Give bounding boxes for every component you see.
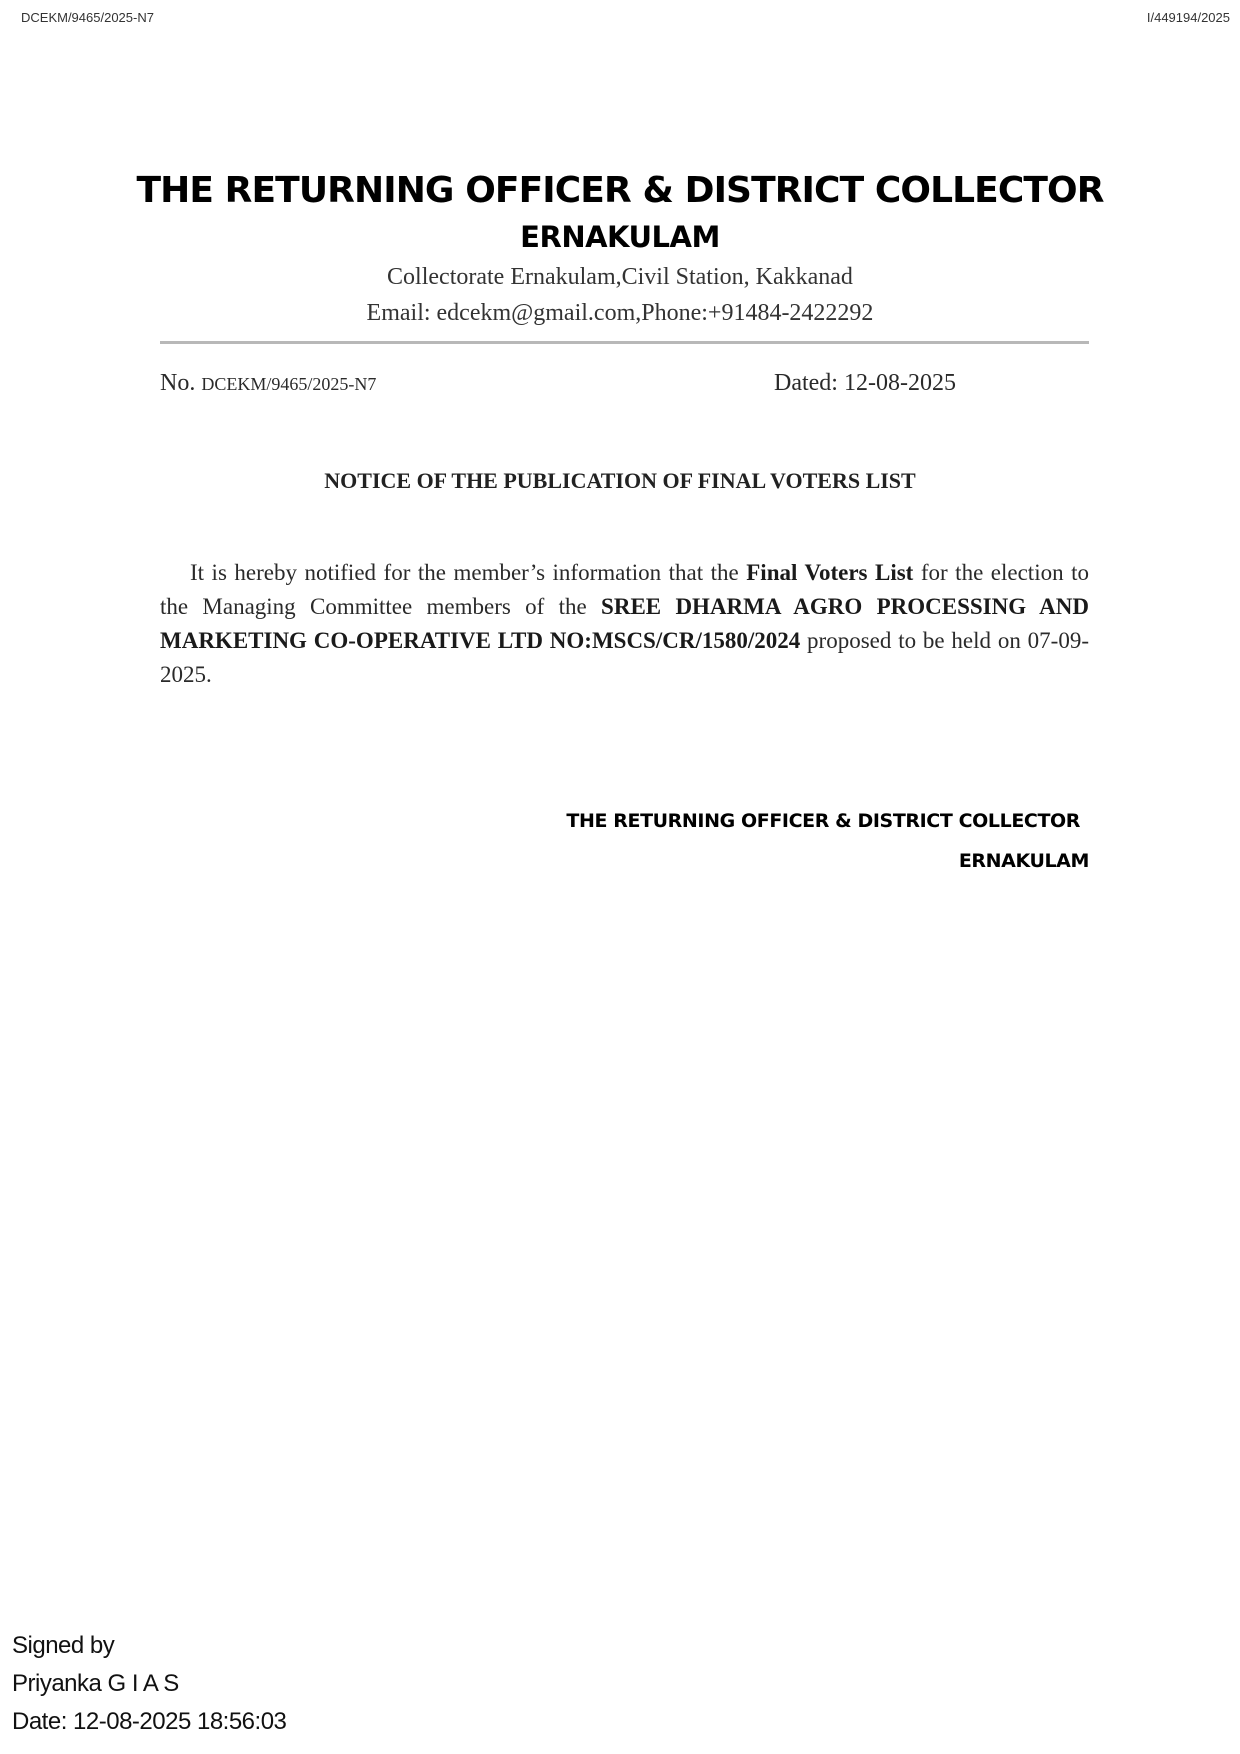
signature-title: THE RETURNING OFFICER & DISTRICT COLLECTOR — [566, 810, 1080, 832]
letterhead-address: Collectorate Ernakulam,Civil Station, Kakkanad — [387, 264, 853, 290]
notice-body — [160, 556, 1089, 692]
body-bold-society-name: SREE DHARMA AGRO PROCESSING AND MARKETING CO-OPERATIVE LTD NO:MSCS/CR/1580/2024 — [160, 594, 1089, 653]
digital-signature-signer: Priyanka G I A S — [12, 1670, 179, 1697]
signature-location: ERNAKULAM — [958, 850, 1089, 872]
letterhead-contact: Email: edcekm@gmail.com,Phone:+91484-2422292 — [366, 300, 874, 326]
body-text-1: It is hereby notified for the member’s information that the — [190, 560, 747, 585]
digital-signature-date: Date: 12-08-2025 18:56:03 — [12, 1708, 287, 1735]
page-header-left-ref: DCEKM/9465/2025-N7 — [21, 10, 154, 25]
page-header-right-ref: I/449194/2025 — [1146, 10, 1230, 25]
reference-date: Dated: 12-08-2025 — [774, 370, 956, 396]
reference-number — [160, 370, 376, 397]
header-divider — [160, 341, 1089, 344]
reference-no-value: DCEKM/9465/2025-N7 — [201, 374, 377, 394]
letterhead-subtitle: ERNAKULAM — [520, 220, 720, 254]
digital-signature-label: Signed by — [12, 1632, 115, 1659]
letterhead-title: THE RETURNING OFFICER & DISTRICT COLLECTOR — [136, 170, 1104, 211]
body-text-2: for the election to the Managing Committee members of the — [160, 560, 1089, 619]
body-bold-final-voters-list: Final Voters List — [746, 560, 914, 585]
reference-no-label: No. — [160, 370, 196, 396]
notice-heading: NOTICE OF THE PUBLICATION OF FINAL VOTERS LIST — [324, 468, 916, 493]
body-text-3: proposed to be held on 07-09-2025. — [160, 628, 1089, 687]
